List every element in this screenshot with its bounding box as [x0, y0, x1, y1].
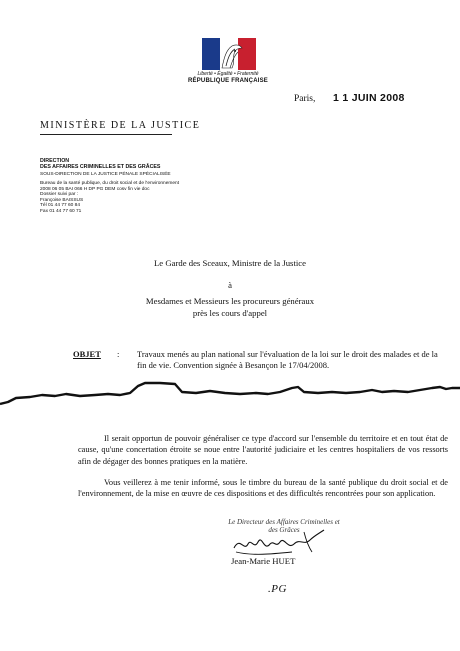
recipients: Mesdames et Messieurs les procureurs généraux — [145, 296, 315, 306]
city: Paris, — [294, 94, 316, 104]
handwritten-initials: .PG — [268, 583, 287, 595]
subject-colon: : — [117, 349, 120, 359]
paragraph-2: Vous veillerez à me tenir informé, sous le timbre du bureau de la santé publique du droit social et de l'environnement, de la mise en œuvre de ces dispositions et des difficultés rencontrées pour son application. — [78, 478, 448, 499]
direction-line-2: DES AFFAIRES CRIMINELLES ET DES GRÂCES — [40, 164, 161, 171]
followed-by-name: Françoise BAISSUS — [40, 197, 84, 203]
date-stamp: 1 1 JUIN 2008 — [333, 92, 405, 104]
signature-stamp: Le Directeur des Affaires Criminelles et des Grâces — [228, 518, 340, 534]
direction-line-1: DIRECTION — [40, 158, 70, 164]
marianne-flag-icon — [202, 38, 256, 70]
marianne-logo — [188, 38, 268, 94]
sender-details — [40, 181, 179, 215]
bureau: Bureau de la santé publique, du droit social et de l'environnement — [40, 181, 180, 186]
sender-title: Le Garde des Sceaux, Ministre de la Justice — [154, 258, 306, 268]
addressing-to: à — [228, 280, 232, 290]
ministry-underline — [40, 134, 172, 135]
reference: 2008 06 05 BAI 066 H DP PG DEM cosv fin vie doc — [40, 186, 150, 192]
direction-block — [40, 158, 160, 170]
subject-text: Travaux menés au plan national sur l'évaluation de la loi sur le droit des malades et de la fin de vie. Convention signée à Besançon le 17/04/2008. — [137, 349, 438, 370]
signer-name: Jean-Marie HUET — [231, 556, 296, 566]
ministry-name: MINISTÈRE DE LA JUSTICE — [40, 120, 201, 131]
torn-edge — [0, 376, 460, 416]
recipients-court: près les cours d'appel — [192, 308, 268, 318]
phone: Tél 01 44 77 60 84 — [40, 203, 81, 209]
subject-label: OBJET — [73, 349, 101, 359]
paragraph-1: Il serait opportun de pouvoir généraliser ce type d'accord sur l'ensemble du territoire et en tout état de cause, qu'une concertation étroite se noue entre l'autorité judiciaire et les centres hospitaliers de vos ressorts afin de dégager des bonnes pratiques en la matière. — [78, 434, 448, 466]
motto: Liberté • Égalité • Fraternité — [197, 71, 259, 77]
republic-name: RÉPUBLIQUE FRANÇAISE — [188, 78, 269, 84]
followed-by-label: Dossier suivi par : — [40, 192, 79, 198]
subdirection: SOUS-DIRECTION DE LA JUSTICE PÉNALE SPÉCIALISÉE — [40, 172, 171, 177]
fax: Fax 01 44 77 60 71 — [40, 208, 82, 214]
